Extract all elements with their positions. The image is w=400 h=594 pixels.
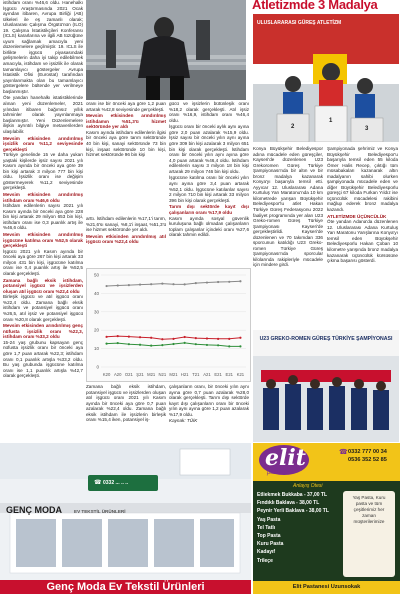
data-point [161,338,163,340]
ad-footer-text: Elit Pastanesi Uzunsokak [292,584,361,590]
x-tick-label: A21 [203,372,211,377]
y-tick-label: 50 [93,272,99,278]
data-point [228,281,230,283]
ad-header [253,443,400,481]
ad-side-text: Yaş Pasta, Kuru pasta ve tüm çeşitlerimiz her zaman müşterilerimize [352,495,386,524]
podium-number: 3 [365,126,369,132]
advertisement-gencmoda[interactable] [0,443,251,594]
phone-icon: ☎ [339,449,348,456]
y-tick-label: 30 [93,309,99,315]
data-point [217,338,219,340]
x-tick-label: E21 [225,372,233,377]
paragraph: Kasım ayında istihdam edilenlerin ilgisi bir önceki aya göre tarım sektöründe 40 bin kişi, sanayi sektöründe 73 bin kişi, inşaat sektöründe 10 bin kişi, hizmet sektöründe 96 bin kişi [86,129,166,158]
headline: Atletizmde 3 Madalya [252,0,378,12]
ad-menu-item: Kadayıf [257,549,276,556]
paragraph: İşgücüne katılma oranı bir önceki yılın aynı ayına göre 3,4 puan artarak %52,1 oldu. İşgücüne katılanlar sayısı 2 milyon 710 bin kişi artarak 33 milyon 396 bin kişi olarak gerçekleşti. [169,175,249,203]
ad-bottom-title: Genç Moda Ev Tekstil Ürünleri [46,581,205,593]
advertisement-elit[interactable] [253,443,400,594]
podium-number: 2 [291,124,295,130]
unemployment-chart [86,268,251,382]
data-point [172,338,174,340]
data-point [105,343,107,345]
ad-phone: 0332 777 00 34 [348,449,387,455]
x-tick-label: K20 [102,372,111,377]
banner-text: ULUSLARARASI GÜREŞ ATLETİZM [257,20,342,26]
subheading: Tarım dışı sektörde kayıt dışı çalışanların oranı %17,9 oldu [169,204,249,215]
data-point [139,336,141,338]
x-tick-label: N21 [158,372,167,377]
paragraph: istihdam oranı %46,6 oldu. Hanehalkı İşgücü Araştırmasında 2021 Ocak ayından itibaren, Avrupa Birliği (AB) ülkeleri ile eş zamanlı olarak; Uluslararası Çalışma Örgütü'nün (ILO) 19. Çalışma İstatistikçileri Konferansı (ICLS) kararlarına ve ilgili AB tüzüğüne uyum sağlamak amacıyla yeni düzenlemelere geçilmiştir. 19. ICLS ile birlikte işgücü piyasasındaki gelişmelerin daha iyi takip edilebilmek amacıyla, istihdam ve işsizlik ile olarak tamamlayıcı göstergeler Avrupa İstatistik Ofisi (Eurostat) tarafından yayınlanmakta olan bu tamamlayıcı göstergelere bültende yer verilmeye başlanmıştır. [3,0,83,94]
data-point [150,345,152,347]
article-photo [86,0,246,100]
article-middle-column-top [86,101,166,215]
data-point [228,338,230,340]
paragraph: Öte yandan hanehalkı istatistiklerinde alınan yeni düzenlemeler, 2021 yılından itibaren bağımsız yıllık tahminler olarak yayınlanmaya başlanmıştır. Yeni Düzenlemelere ilişkin ayrıntılı bilgiye metaverilerden ulaşılabilir. [3,95,83,134]
data-point [184,336,186,338]
sports-photo-podium [253,14,399,142]
podium-photo-illustration [253,14,399,142]
article-middle-bottom [86,384,166,440]
ad-menu-item: Tel Tatlı [257,524,276,531]
y-tick-label: 0 [96,364,99,370]
chart-svg [87,269,250,381]
x-tick-label: K21 [236,372,245,377]
paragraph: İşgücü 2021 yılı Kasım ayında bir önceki aya göre 267 bin kişi artarak 33 milyon 431 bin kişi, işgücüne katılma oranı ise 0,4 puanlık artış ile %52,5 olarak gerçekleşti. [3,248,83,276]
data-point [150,337,152,339]
paragraph: Zamana bağlı eksik istihdam, potansiyel işgücü ve işsizlerden oluşan atıl işgücü oranı 2021 yılı Kasım ayında bir önceki aya göre 0,7 puan azalarak %22,4 oldu. Zamana bağlı eksik istihdam ile işsizlerin birleşik oranı %15,4 iken, potansiyel iş- [86,384,166,423]
data-point [239,345,241,347]
data-point [117,284,119,286]
data-point [239,337,241,339]
data-point [117,342,119,344]
source-credit: Kaynak: TÜİK [169,418,198,424]
ad-phone: 0332 ... .. .. [103,480,129,486]
ad-footer [253,581,400,594]
paragraph: gücü ve işsizlerin bütünleşik oranı %18,2 olarak gerçekleşti. Atıl işsiz oranı %16,9, istihdam oranı %46,4 oldu. [169,101,249,123]
data-point [105,336,107,338]
subheading: Mevsim etkisinden arındırılmış genç nüfusta işsizlik oranı %22,3, istihdam oranı %33,2 oldu [3,323,83,340]
paragraph: oranı ise bir önceki aya göre 1,2 puan artarak %42,8 seviyesinde gerçekleşti. [86,101,166,112]
article-middle-column-bottom [86,216,166,268]
data-point [161,344,163,346]
x-tick-label: Ş21 [136,372,144,377]
paragraph: Şampiyonada şehrimiz ve Konya Büyükşehir Belediyespor'u başarıyla temsil eden 55 kiloda Ömer Halis Recep, çıktığı tüm müsabakaları kazanarak altın madalyanın sahibi olurken şampiyonada mücadele eden ve diğer Büyükşehir Belediyesporlu güreşçi 67 kiloda Furkan Yıldız ise üçüncülük mücadelesi rakibini mağlup ederek bronz madalya kazandı. [327,146,398,213]
data-point [217,344,219,346]
y-tick-label: 10 [93,346,99,352]
ad-bottom-banner [0,580,251,594]
subheading: ATLETİZMDE ÜÇÜNCÜLÜK [327,213,387,219]
x-tick-label: H21 [180,372,189,377]
data-point [150,283,152,285]
data-point [206,337,208,339]
paragraph: Konya Büyükşehir Belediyespor adına mücadele eden güreşçiler, Kayseri'de düzenlenen U23 Grekoromen Güreş Türkiye Şampiyonası'nda bir altın ve bir bronz madalya kazanarak Konya'yı başarıyla temsil etti. Ayyıcar 12. Uluslararası Adana Kurtuluş Yarı Maratonu'nda 10 km kilometrede yarışan Büyükşehir Belediyespor'lu atlet Hakan [253,146,323,206]
ad-side-photo [343,491,395,577]
data-point [172,343,174,345]
article-right-column [169,101,249,267]
sports-column-2 [253,207,323,325]
data-point [217,281,219,283]
phone-icon: ☎ [94,480,102,486]
ad-menu-item: Kuru Pasta [257,541,284,548]
subheading: Mevsim etkisinden arındırılmış istihdam oranı %46,6 oldu [3,192,83,203]
paragraph: Birleşik işgücü ve atıl işgücü oranı %22,4 oldu. Zamana bağlı eksik istihdam ve potansiyel işgücü oranı %26,5, atıl işsiz ve potansiyel işgücü oranı %20,8 olarak gerçekleşti. [3,294,83,322]
subheading: Mevsim etkisinden arındırılmış işsizlik oranı %11,2 seviyesinde gerçekleşti [3,135,83,152]
sports-column-1 [253,146,323,206]
ad-brand: GENÇ MODA [6,505,62,515]
ad-menu-item: Peynir Yerli Baklava - 38,00 TL [257,508,329,515]
data-point [228,345,230,347]
data-point [239,280,241,282]
group-photo-illustration [253,330,399,442]
data-point [128,284,130,286]
ad-photo-illustration [0,443,251,594]
ad-brand-sub: pastanesi [267,470,293,476]
x-tick-label: M21 [169,372,178,377]
sports-headline [252,0,400,12]
ad-menu-item: Top Pasta [257,533,281,540]
ad-phone: 0536 352 52 85 [348,457,387,463]
subheading: Mevsim etkisinden arındırılmış işgücüne katılma oranı %52,5 olarak gerçekleşti [3,232,83,249]
ad-menu-item: Fındıklı Baklava - 38,00 TL [257,500,320,507]
paragraph: Öte yandan Adana'da düzenlenen 12. Uluslararası Adana Kurtuluş Yarı Maratonu Yarışlarına Konya'yı temsil eden Büyükşehir Belediyesporlu Hakan Çoban 10 kilometre yarışında bronz madalya kazanarak üçüncülük kürsüsüne çıkma başarısı gösterdi. [327,219,398,264]
data-point [128,336,130,338]
paragraph: arttı. İstihdam edilenlerin %17,1'i tarım, %21,6'sı sanayi, %8,1'i inşaat, %51,3'ü ise hizmet sektöründe yer aldı. [86,216,166,233]
ad-menu-item: Etliekmek Bukkaba - 37,00 TL [257,492,328,498]
data-point [139,344,141,346]
subheading: Mevsim etkisinden arındırılmış istihdamın %51,3'ü hizmet sektöründe yer aldı [86,113,166,130]
x-tick-label: E21 [214,372,222,377]
data-point [172,283,174,285]
y-tick-label: 20 [93,327,99,333]
ad-menu [257,491,337,565]
data-point [184,342,186,344]
ad-menu-item: Yaş Pasta [257,516,281,523]
paragraph: Türkiye Güreş Federasyonu 2022 faaliyet programında yer alan U23 Greko-romen Güreş Türkiye Şampiyonası Kayseri'de gerçekleştirildi. Kayseri'de düzenlenen ve 70 takımdan 336 sporcunun katıldığı U23 Greko-romen Türkiye Güreş Şampiyonası'nda sporcular kilolarında rakipleriyle mücadele için mindere girdi. [253,207,323,268]
data-point [195,337,197,339]
podium-number: 1 [329,118,333,124]
data-point [105,285,107,287]
worker-photo-illustration [86,0,246,100]
data-point [195,343,197,345]
data-point [206,281,208,283]
x-tick-label: O21 [124,372,133,377]
paragraph: çalışanların oranı, bir önceki yılın aynı ayına göre 0,7 puan azalarak %28,0 olarak gerçekleşti. Tarım dışı sektörde kayıt dışı çalışanların oranı bir önceki yılın aynı ayına göre 1,2 puan azalarak %17,9 oldu. [169,384,249,417]
data-point [128,343,130,345]
photo-banner-text: U23 GREKO-ROMEN GÜREŞ TÜRKİYE ŞAMPİYONASI [259,336,393,342]
y-tick-label: 40 [93,290,99,296]
data-point [206,344,208,346]
paragraph: İstihdam edilenlerin sayısı 2021 yılı Kasım ayında bir önceki aya göre 228 bin kişi artarak 29 milyon 653 bin kişi, istihdam oranı ise 0,3 puanlık artış ile %46,6 oldu. [3,203,83,231]
paragraph: İşgücü oranı bir önceki aylık aynı ayına göre 2,0 puan azalarak %15,9 oldu. İşsiz sayısı bir önceki yılın aynı ayına göre 309 bin kişi azalarak 3 milyon 651 bin kişi olarak gerçekleşti. İstihdam oranı bir önceki yılın aynı ayına göre 4,0 puan artarak %46,4 oldu. İstihdam edilenlerin sayısı 3 milyon 18 bin kişi artarak 29 milyon 746 bin kişi oldu. [169,124,249,174]
paragraph: Türkiye genelinde 15 ve daha yukarı yaştaki kişilerde işsiz sayısı 2021 yılı Kasım ayında bir önceki aya göre 39 bin kişi artarak 3 milyon 777 bin kişi oldu. İşsizlik oranı ise değişim göstermeyerek %11,2 seviyesinde gerçekleşti. [3,152,83,191]
ad-menu-item: Trileçe [257,557,273,564]
article-right-bottom [169,384,249,440]
data-point [139,283,141,285]
ad-brand-sub: EV TEKSTİL ÜRÜNLERİ [74,509,126,514]
paragraph: Kasım ayında sosyal güvenlik kuruluşuna bağlı olmadan çalışanların toplam çalışanlar içindeki oranı %27,6 olarak tahmin edildi. [169,215,249,238]
sports-column-3 [327,146,398,326]
data-point [117,335,119,337]
data-point [184,283,186,285]
ad-brand: elit [265,445,306,471]
x-tick-label: A20 [114,372,122,377]
x-tick-label: T21 [192,372,200,377]
subheading: Mevsim etkisinden arındırılmış atıl işgücü oranı %22,4 oldu [86,233,166,245]
ad-tagline: Anlayış Otesi [293,483,323,489]
subheading: Zamana bağlı eksik istihdam, potansiyel işgücü ve işsizlerden oluşan atıl işgücü oranı %22,4 oldu [3,277,83,294]
article-left-column [3,0,83,420]
paragraph: 15-24 yaş grubunu kapsayan genç nüfusta işsizlik oranı bir önceki aya göre 1,7 puan artarak %22,3; istihdam oranı 0,1 puanlık artışla %33,2 oldu. Bu yaş grubunda işgücüne katılma oranı ise 1,1 puanlık artışla %42,7 olarak gerçekleşti. [3,339,83,379]
sports-group-photo [253,330,399,442]
x-tick-label: M21 [147,372,156,377]
data-point [161,283,163,285]
data-point [195,282,197,284]
